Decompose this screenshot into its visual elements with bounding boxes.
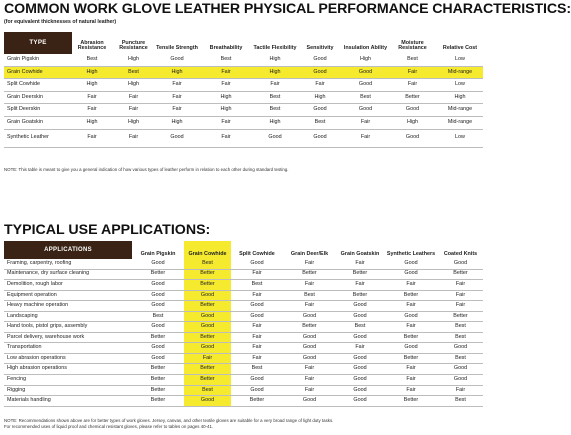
table-row	[4, 375, 483, 386]
row-label: Maintenance, dry surface cleaning	[4, 269, 132, 280]
table-cell: Better	[132, 332, 184, 343]
table-cell: Best	[336, 322, 384, 333]
table-cell: Fair	[438, 280, 483, 291]
table-row	[4, 66, 483, 79]
table-cell: Best	[438, 322, 483, 333]
table-row	[4, 54, 483, 66]
row-label: Framing, carpentry, roofing	[4, 259, 132, 269]
table-cell: Best	[438, 353, 483, 364]
table-cell: Fair	[184, 353, 231, 364]
column-header: Coated Knits	[443, 251, 478, 258]
table-cell: Good	[184, 343, 231, 354]
column-header: Tensile Strength	[156, 45, 198, 52]
table-row	[4, 322, 483, 333]
table-cell: High	[112, 54, 155, 66]
table-cell: Good	[283, 332, 336, 343]
table-cell: Fair	[231, 343, 283, 354]
column-header: Abrasion Resistance	[77, 39, 107, 52]
row-label: Synthetic Leather	[4, 129, 72, 147]
table-cell: Low	[437, 79, 483, 92]
table-cell: Better	[184, 375, 231, 386]
performance-title: COMMON WORK GLOVE LEATHER PHYSICAL PERFORMANCE CHARACTERISTICS:	[4, 1, 571, 17]
column-header: TYPE	[4, 32, 72, 54]
table-cell: Fair	[283, 375, 336, 386]
table-cell: Better	[184, 301, 231, 312]
table-cell: Better	[231, 396, 283, 407]
table-cell: Good	[438, 259, 483, 269]
table-cell: Low	[437, 129, 483, 147]
row-label: Parcel delivery, warehouse work	[4, 332, 132, 343]
table-cell: Fair	[283, 364, 336, 375]
table-cell: Fair	[72, 91, 112, 104]
table-row	[4, 385, 483, 396]
row-label: Grain Pigskin	[4, 54, 72, 66]
table-row	[4, 332, 483, 343]
table-cell: Better	[184, 364, 231, 375]
row-label: Split Deerskin	[4, 104, 72, 117]
column-header: Synthetic Leathers	[386, 251, 436, 258]
table-cell: Better	[384, 396, 438, 407]
table-row	[4, 343, 483, 354]
table-cell: Good	[336, 353, 384, 364]
table-cell: Good	[132, 353, 184, 364]
applications-title: TYPICAL USE APPLICATIONS:	[4, 222, 211, 238]
table-row	[4, 269, 483, 280]
table-row	[4, 91, 483, 104]
table-cell: Best	[231, 280, 283, 291]
table-cell: Better	[388, 91, 437, 104]
table-cell: Good	[184, 322, 231, 333]
table-cell: Best	[253, 104, 297, 117]
table-cell: Fair	[283, 259, 336, 269]
table-cell: High	[72, 79, 112, 92]
column-header: Grain Deer/Elk	[290, 251, 329, 258]
table-cell: Best	[438, 396, 483, 407]
table-cell: Good	[297, 104, 343, 117]
column-header: Tactile Flexibility	[253, 45, 297, 52]
table-cell: High	[253, 116, 297, 129]
table-cell: Better	[184, 280, 231, 291]
table-cell: Fair	[72, 129, 112, 147]
table-cell: Better	[336, 290, 384, 301]
table-cell: Good	[132, 259, 184, 269]
table-cell: Good	[283, 396, 336, 407]
table-cell: Fair	[336, 259, 384, 269]
table-cell: Fair	[384, 280, 438, 291]
applications-table	[4, 241, 483, 407]
table-cell: Good	[438, 364, 483, 375]
table-cell: Fair	[297, 79, 343, 92]
table-cell: Good	[283, 353, 336, 364]
column-header: Insulation Ability	[343, 45, 388, 52]
table-cell: Good	[343, 66, 388, 79]
table-cell: Good	[297, 129, 343, 147]
table-cell: High	[112, 116, 155, 129]
table-row	[4, 104, 483, 117]
table-cell: Mid-range	[437, 104, 483, 117]
table-cell: High	[437, 91, 483, 104]
table-cell: Good	[336, 385, 384, 396]
table-cell: Fair	[231, 269, 283, 280]
table-cell: High	[199, 91, 253, 104]
table-row	[4, 396, 483, 407]
table-cell: Good	[132, 343, 184, 354]
table-cell: Fair	[199, 79, 253, 92]
table-cell: Fair	[72, 104, 112, 117]
table-cell: Fair	[384, 301, 438, 312]
table-cell: Best	[112, 66, 155, 79]
performance-table	[4, 32, 483, 148]
table-cell: Better	[132, 385, 184, 396]
row-label: Split Cowhide	[4, 79, 72, 92]
table-cell: Good	[343, 104, 388, 117]
table-cell: Good	[132, 290, 184, 301]
table-cell: Good	[184, 311, 231, 322]
table-cell: Fair	[438, 290, 483, 301]
table-cell: Good	[231, 311, 283, 322]
table-cell: High	[253, 54, 297, 66]
row-label: Low abrasion operations	[4, 353, 132, 364]
column-header: Moisture Resistance	[398, 39, 427, 52]
table-cell: Good	[155, 129, 199, 147]
table-cell: Better	[283, 322, 336, 333]
table-cell: Fair	[336, 280, 384, 291]
table-row	[4, 353, 483, 364]
table-cell: Fair	[384, 375, 438, 386]
table-cell: Good	[283, 343, 336, 354]
table-cell: Good	[132, 322, 184, 333]
table-cell: Fair	[388, 66, 437, 79]
table-cell: Fair	[336, 343, 384, 354]
column-header: Relative Cost	[442, 45, 478, 52]
column-header: APPLICATIONS	[4, 241, 132, 259]
applications-note-secondary: For recommended uses of liquid proof and chemical resistant gloves, please refer to tables on pages 40-41.	[4, 424, 214, 429]
row-label: Hand tools, pistol grips, assembly	[4, 322, 132, 333]
table-cell: Good	[231, 375, 283, 386]
table-cell: Fair	[384, 322, 438, 333]
table-cell: Better	[184, 332, 231, 343]
performance-header-row	[4, 32, 483, 54]
table-cell: High	[155, 116, 199, 129]
table-cell: Best	[283, 290, 336, 301]
table-row	[4, 79, 483, 92]
table-cell: High	[388, 116, 437, 129]
column-header: Split Cowhide	[239, 251, 275, 258]
table-cell: Best	[438, 332, 483, 343]
table-row	[4, 280, 483, 291]
row-label: Equipment operation	[4, 290, 132, 301]
table-cell: Fair	[438, 301, 483, 312]
table-cell: Fair	[231, 353, 283, 364]
table-cell: Fair	[155, 104, 199, 117]
table-cell: Fair	[112, 129, 155, 147]
table-cell: Fair	[438, 385, 483, 396]
row-label: Grain Deerskin	[4, 91, 72, 104]
table-cell: Good	[438, 375, 483, 386]
table-cell: Fair	[384, 364, 438, 375]
table-cell: Fair	[231, 290, 283, 301]
table-cell: High	[72, 66, 112, 79]
table-cell: Fair	[253, 79, 297, 92]
table-cell: Low	[437, 54, 483, 66]
table-cell: Better	[336, 269, 384, 280]
table-row	[4, 364, 483, 375]
table-cell: Fair	[283, 280, 336, 291]
table-row	[4, 259, 483, 269]
row-label: Landscaping	[4, 311, 132, 322]
table-cell: Best	[199, 54, 253, 66]
table-cell: Fair	[231, 332, 283, 343]
table-cell: Good	[132, 280, 184, 291]
table-cell: Fair	[112, 104, 155, 117]
table-cell: Good	[231, 259, 283, 269]
table-cell: Fair	[112, 91, 155, 104]
performance-subtitle: (for equivalent thicknesses of natural leather)	[4, 19, 117, 25]
applications-header-row	[4, 241, 483, 259]
table-cell: Best	[297, 116, 343, 129]
table-cell: Fair	[231, 322, 283, 333]
table-cell: High	[253, 66, 297, 79]
table-cell: Fair	[199, 66, 253, 79]
table-cell: Best	[388, 54, 437, 66]
table-cell: Fair	[155, 91, 199, 104]
row-label: Grain Cowhide	[4, 66, 72, 79]
column-header: Puncture Resistance	[119, 39, 148, 52]
table-cell: Good	[155, 54, 199, 66]
table-cell: Good	[336, 364, 384, 375]
table-cell: High	[112, 79, 155, 92]
row-label: Demolition, rough labor	[4, 280, 132, 291]
table-cell: Better	[384, 353, 438, 364]
table-cell: Good	[384, 343, 438, 354]
table-cell: Fair	[199, 129, 253, 147]
table-cell: Best	[72, 54, 112, 66]
table-row	[4, 301, 483, 312]
table-row	[4, 129, 483, 147]
row-label: Materials handling	[4, 396, 132, 407]
table-cell: Best	[184, 385, 231, 396]
table-cell: Best	[343, 91, 388, 104]
table-cell: High	[72, 116, 112, 129]
column-header: Grain Cowhide	[184, 241, 231, 259]
table-cell: High	[297, 91, 343, 104]
table-cell: Better	[132, 269, 184, 280]
table-cell: Better	[384, 332, 438, 343]
table-cell: Good	[343, 79, 388, 92]
row-label: Rigging	[4, 385, 132, 396]
table-row	[4, 311, 483, 322]
row-label: High abrasion operations	[4, 364, 132, 375]
table-cell: Better	[384, 290, 438, 301]
table-row	[4, 290, 483, 301]
table-cell: Better	[132, 364, 184, 375]
table-cell: Better	[283, 269, 336, 280]
table-cell: Good	[336, 311, 384, 322]
table-cell: Better	[132, 375, 184, 386]
table-cell: Good	[384, 269, 438, 280]
column-header: Breathability	[209, 45, 243, 52]
table-cell: Good	[384, 259, 438, 269]
table-cell: Fair	[388, 79, 437, 92]
table-cell: Fair	[384, 385, 438, 396]
table-cell: Mid-range	[437, 66, 483, 79]
table-cell: Good	[384, 311, 438, 322]
table-cell: Better	[438, 269, 483, 280]
table-cell: Fair	[199, 116, 253, 129]
table-cell: Good	[231, 301, 283, 312]
row-label: Grain Goatskin	[4, 116, 72, 129]
table-cell: Best	[132, 311, 184, 322]
table-cell: Good	[438, 343, 483, 354]
table-cell: Best	[184, 259, 231, 269]
table-cell: Fair	[283, 385, 336, 396]
table-cell: High	[155, 66, 199, 79]
column-header: Grain Pigskin	[140, 251, 176, 258]
table-cell: Fair	[343, 116, 388, 129]
table-cell: Good	[253, 129, 297, 147]
table-cell: Fair	[283, 301, 336, 312]
table-cell: Good	[231, 385, 283, 396]
table-cell: High	[199, 104, 253, 117]
table-cell: Better	[132, 396, 184, 407]
column-header: Sensitivity	[306, 45, 334, 52]
row-label: Transportation	[4, 343, 132, 354]
table-cell: High	[343, 54, 388, 66]
table-cell: Fair	[343, 129, 388, 147]
table-cell: Good	[297, 54, 343, 66]
column-header: Grain Goatskin	[340, 251, 380, 258]
performance-note: NOTE: This table is meant to give you a general indication of how various types of leather perform in relation to each other during standard testing.	[4, 167, 289, 172]
table-cell: Good	[336, 332, 384, 343]
table-cell: Better	[184, 269, 231, 280]
table-cell: Good	[388, 104, 437, 117]
table-cell: Better	[438, 311, 483, 322]
table-cell: Good	[297, 66, 343, 79]
table-cell: Good	[184, 290, 231, 301]
table-cell: Mid-range	[437, 116, 483, 129]
table-cell: Good	[336, 301, 384, 312]
table-cell: Good	[388, 129, 437, 147]
table-cell: Best	[231, 364, 283, 375]
table-cell: Good	[283, 311, 336, 322]
applications-note: NOTE: Recommendations shown above are for better types of work gloves. Jersey, canvas, and other textile gloves are suitable for a very broad range of light duty tasks.	[4, 418, 334, 423]
table-cell: Good	[184, 396, 231, 407]
table-cell: Good	[132, 301, 184, 312]
table-cell: Best	[253, 91, 297, 104]
table-row	[4, 116, 483, 129]
table-cell: Good	[336, 396, 384, 407]
row-label: Fencing	[4, 375, 132, 386]
table-cell: Fair	[155, 79, 199, 92]
row-label: Heavy machine operation	[4, 301, 132, 312]
table-cell: Good	[336, 375, 384, 386]
